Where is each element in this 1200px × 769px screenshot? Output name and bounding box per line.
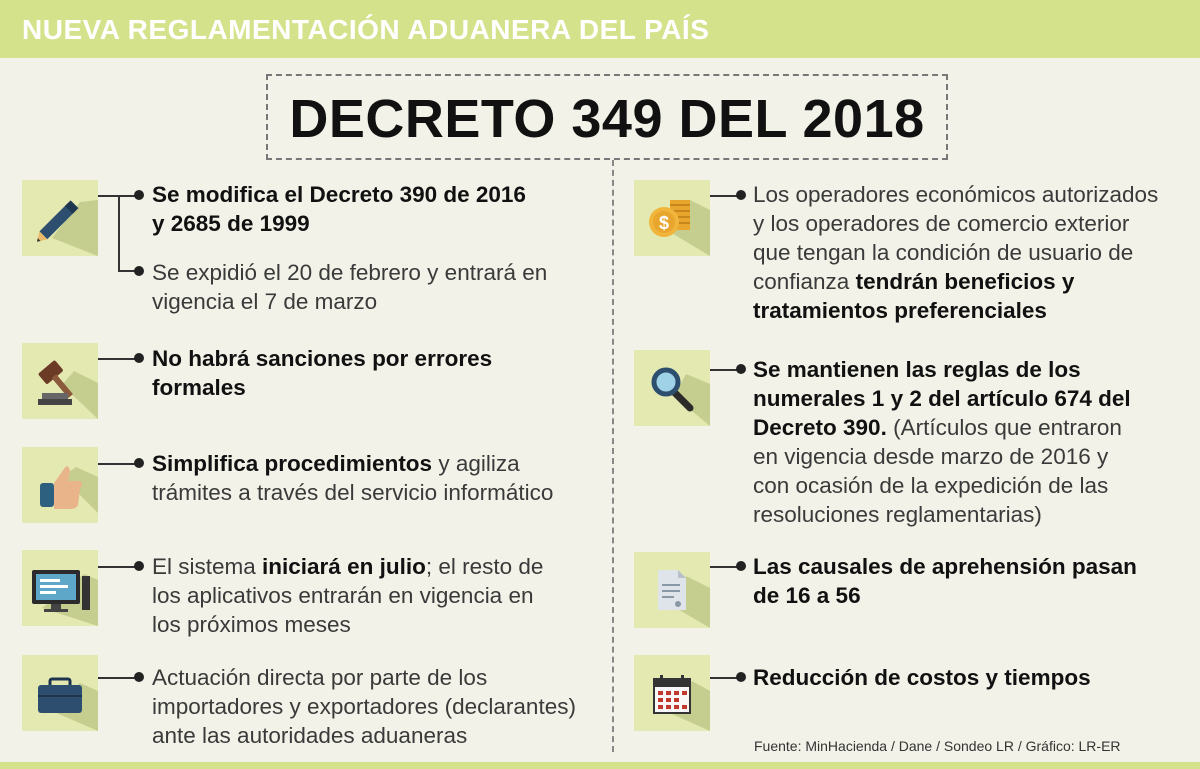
gavel-icon — [22, 343, 98, 419]
text: Se expidió el 20 de febrero y entrará en — [152, 260, 548, 285]
text: y agiliza — [432, 451, 520, 476]
text-line — [152, 180, 526, 209]
text-line — [753, 442, 1131, 471]
bullet-dot — [736, 672, 746, 682]
text: vigencia el 7 de marzo — [152, 289, 378, 314]
item-rules-maintained — [753, 355, 1131, 529]
decree-title-box — [266, 74, 948, 160]
text-line — [753, 552, 1137, 581]
item-decree-modification — [152, 180, 526, 238]
text: El sistema — [152, 554, 263, 579]
page-title: NUEVA REGLAMENTACIÓN ADUANERA DEL PAÍS — [22, 14, 710, 45]
bold-text: Decreto 390. — [753, 415, 887, 440]
bullet-dot — [134, 458, 144, 468]
item-simplifies — [152, 449, 553, 507]
text-line — [152, 552, 543, 581]
bold-text: Reducción de costos y tiempos — [753, 665, 1091, 690]
bullet-dot — [736, 561, 746, 571]
text-line — [152, 692, 576, 721]
text: ante las autoridades aduaneras — [152, 723, 468, 748]
bold-text: Se mantienen las reglas de los — [753, 357, 1081, 382]
text-line — [753, 500, 1131, 529]
pencil-icon — [22, 180, 98, 256]
text-line — [152, 478, 553, 507]
bullet-dot — [134, 190, 144, 200]
bold-text: Las causales de aprehensión pasan — [753, 554, 1137, 579]
bold-text: y 2685 de 1999 — [152, 211, 310, 236]
item-system-start — [152, 552, 543, 639]
text-line — [753, 581, 1137, 610]
text: los aplicativos entrarán en vigencia en — [152, 583, 534, 608]
text-line — [753, 296, 1158, 325]
connector-line — [98, 358, 138, 360]
bullet-dot — [134, 672, 144, 682]
item-operators-benefits — [753, 180, 1158, 325]
text: que tengan la condición de usuario de — [753, 240, 1134, 265]
text-line — [152, 663, 576, 692]
text-line — [152, 581, 543, 610]
text-line — [753, 663, 1091, 692]
bullet-dot — [134, 353, 144, 363]
text-line — [753, 384, 1131, 413]
svg-text:$: $ — [658, 213, 670, 233]
text: los próximos meses — [152, 612, 351, 637]
bold-text: de 16 a 56 — [753, 583, 861, 608]
text: (Artículos que entraron — [886, 415, 1122, 440]
bold-text: formales — [152, 375, 246, 400]
document-icon — [634, 552, 710, 628]
bold-text: iniciará en julio — [262, 554, 426, 579]
text-line — [753, 180, 1158, 209]
text-line — [152, 287, 547, 316]
text-line — [152, 610, 543, 639]
text-line — [152, 258, 547, 287]
text: resoluciones reglamentarias) — [753, 502, 1042, 527]
text-line — [753, 267, 1158, 296]
item-direct-action — [152, 663, 576, 750]
text-line — [753, 238, 1158, 267]
bullet-dot — [134, 561, 144, 571]
text: y los operadores de comercio exterior — [753, 211, 1130, 236]
bullet-dot — [736, 364, 746, 374]
bullet-dot — [736, 190, 746, 200]
text-line — [152, 209, 526, 238]
text-line — [753, 355, 1131, 384]
calendar-icon — [634, 655, 710, 731]
text: Actuación directa por parte de los — [152, 665, 488, 690]
bold-text: Simplifica procedimientos — [152, 451, 433, 476]
connector-branch — [118, 195, 120, 271]
text-line — [753, 209, 1158, 238]
text-line — [753, 471, 1131, 500]
item-issue-date — [152, 258, 547, 316]
connector-line — [98, 677, 138, 679]
text: en vigencia desde marzo de 2016 y — [753, 444, 1109, 469]
text: trámites a través del servicio informático — [152, 480, 554, 505]
source-credit: Fuente: MinHacienda / Dane / Sondeo LR / Gráfico: LR-ER — [754, 738, 1121, 754]
decree-title: DECRETO 349 DEL 2018 — [289, 89, 925, 149]
item-no-sanctions — [152, 344, 492, 402]
text-line — [152, 449, 553, 478]
text-line — [152, 721, 576, 750]
text: con ocasión de la expedición de las — [753, 473, 1109, 498]
bold-text: tratamientos preferenciales — [753, 298, 1047, 323]
text: confianza — [753, 269, 856, 294]
connector-line — [98, 566, 138, 568]
bold-text: Se modifica el Decreto 390 de 2016 — [152, 182, 526, 207]
text: Los operadores económicos autorizados — [753, 182, 1159, 207]
text-line — [152, 344, 492, 373]
bold-text: No habrá sanciones por errores — [152, 346, 493, 371]
connector-line — [98, 463, 138, 465]
text: ; el resto de — [425, 554, 544, 579]
thumbs-up-icon — [22, 447, 98, 523]
item-apprehension-causes — [753, 552, 1137, 610]
text-line — [152, 373, 492, 402]
computer-icon — [22, 550, 98, 626]
bold-text: numerales 1 y 2 del artículo 674 del — [753, 386, 1131, 411]
item-cost-reduction — [753, 663, 1091, 692]
center-divider — [612, 160, 614, 752]
briefcase-icon — [22, 655, 98, 731]
coins-icon — [634, 180, 710, 256]
bullet-dot — [134, 266, 144, 276]
bold-text: tendrán beneficios y — [855, 269, 1075, 294]
text-line — [753, 413, 1131, 442]
text: importadores y exportadores (declarantes) — [152, 694, 576, 719]
footer-bar — [0, 762, 1200, 769]
header-bar — [0, 0, 1200, 58]
magnifier-icon — [634, 350, 710, 426]
